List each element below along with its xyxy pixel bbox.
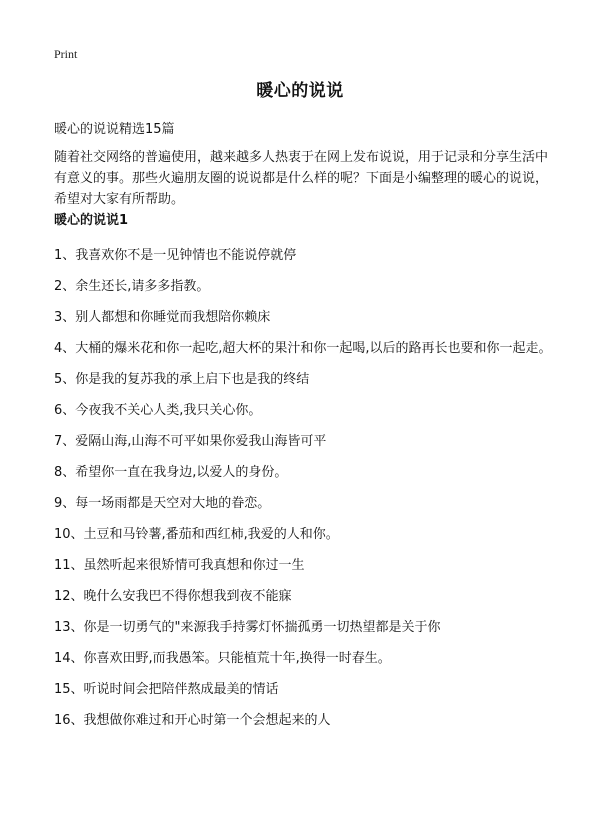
page-title: 暖心的说说: [256, 81, 344, 101]
intro-paragraph: 随着社交网络的普遍使用，越来越多人热衷于在网上发布说说，用于记录和分享生活中有意义的事。那些火遍朋友圈的说说都是什么样的呢？下面是小编整理的暖心的说说，希望对大家有所帮助。: [54, 150, 549, 207]
section-heading: 暖心的说说1: [54, 213, 129, 228]
print-link[interactable]: Print: [54, 47, 78, 61]
list-item: 8、希望你一直在我身边,以爱人的身份。: [54, 465, 288, 480]
list-item: 12、晚什么安我巴不得你想我到夜不能寐: [54, 589, 292, 604]
list-item: 16、我想做你难过和开心时第一个会想起来的人: [54, 713, 331, 728]
list-item: 2、余生还长,请多多指教。: [54, 279, 210, 294]
list-item: 1、我喜欢你不是一见钟情也不能说停就停: [54, 248, 297, 263]
list-item: 7、爱隔山海,山海不可平如果你爱我山海皆可平: [54, 434, 327, 449]
list-item: 15、听说时间会把陪伴熬成最美的情话: [54, 682, 279, 697]
list-item: 9、每一场雨都是天空对大地的眷恋。: [54, 496, 271, 511]
list-item: 3、别人都想和你睡觉而我想陪你赖床: [54, 310, 271, 325]
list-item: 14、你喜欢田野,而我愚笨。只能植荒十年,换得一时春生。: [54, 651, 391, 666]
list-item: 10、土豆和马铃薯,番茄和西红柿,我爱的人和你。: [54, 527, 339, 542]
quote-list: [54, 246, 554, 742]
document-subtitle: 暖心的说说精选15篇: [54, 122, 175, 137]
list-item: 5、你是我的复苏我的承上启下也是我的终结: [54, 372, 310, 387]
list-item: 13、你是一切勇气的"来源我手持雾灯怀揣孤勇一切热望都是关于你: [54, 620, 441, 635]
list-item: 11、虽然听起来很矫情可我真想和你过一生: [54, 558, 305, 573]
list-item: 6、今夜我不关心人类,我只关心你。: [54, 403, 262, 418]
list-item: 4、大桶的爆米花和你一起吃,超大杯的果汁和你一起喝,以后的路再长也要和你一起走。: [54, 341, 552, 356]
